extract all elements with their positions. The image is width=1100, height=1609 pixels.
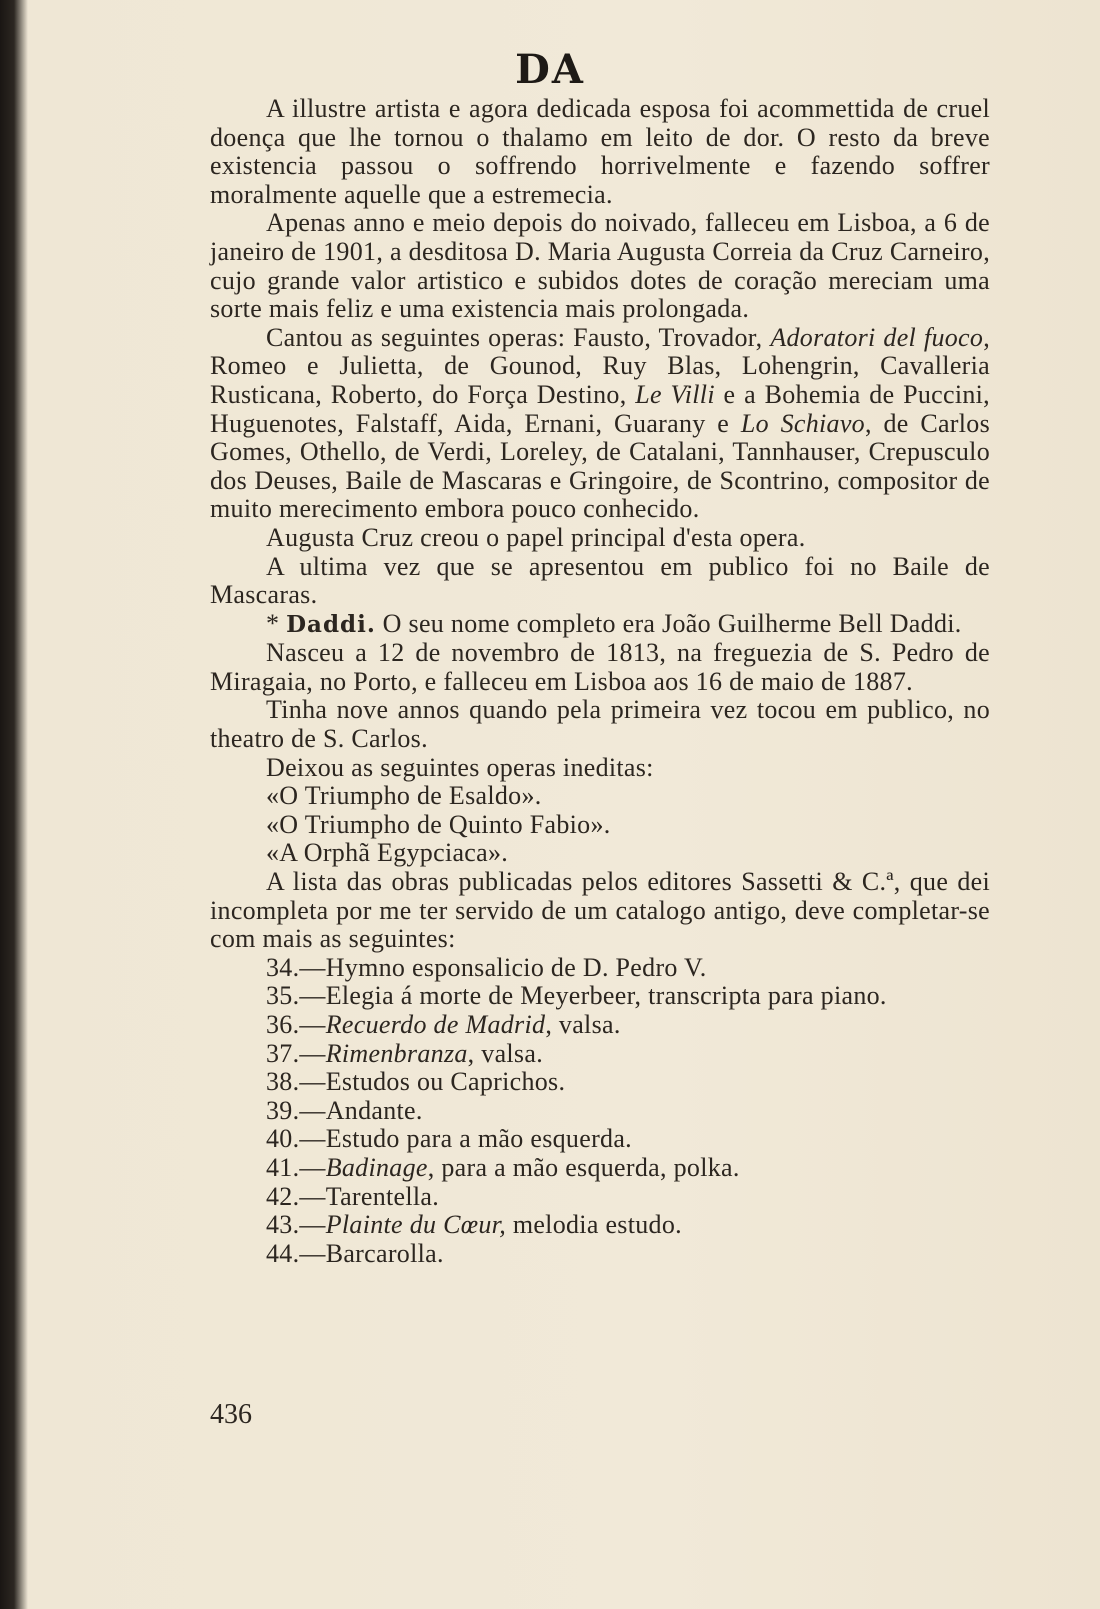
paragraph-created-role: Augusta Cruz creou o papel principal d'esta opera. <box>266 522 806 552</box>
works-list-item <box>210 1183 990 1212</box>
item-number: 34.— <box>266 952 326 982</box>
item-number: 41.— <box>266 1152 326 1182</box>
opera-title-item: «O Triumpho de Esaldo». <box>266 781 542 811</box>
works-list-item <box>210 1068 990 1097</box>
works-list-item <box>210 954 990 983</box>
opera-title-item: «A Orphã Egypciaca». <box>266 838 509 868</box>
item-description: , valsa. <box>467 1038 543 1068</box>
item-number: 36.— <box>266 1010 326 1039</box>
paragraph-works-list-intro: A lista das obras publicadas pelos editores Sassetti & C.ª, que dei incompleta por me ter servido de um catalogo antigo, deve completar-se com mais as seguintes: <box>210 867 990 954</box>
item-number: 44.— <box>266 1238 326 1268</box>
works-list-item <box>210 1211 990 1240</box>
item-title: Elegia á morte de Meyerbeer, transcripta para piano. <box>325 981 887 1011</box>
paragraph-birth: Nasceu a 12 de novembro de 1813, na freguezia de S. Pedro de Miragaia, no Porto, e falleceu em Lisboa aos 16 de maio de 1887. <box>210 638 990 696</box>
item-title: Estudo para a mão esquerda. <box>325 1124 632 1154</box>
item-title-italic: Plainte du Cœur, <box>325 1210 507 1240</box>
entry-marker: * <box>266 608 287 638</box>
item-title-italic: Rimenbranza <box>325 1038 468 1068</box>
text-span: , Romeo e Julietta, de Gounod, Ruy Blas, Lohengrin, Cavalleria Rusticana, Roberto, do Força Destino, <box>210 322 990 409</box>
text-span: Cantou as seguintes operas: Fausto, Trovador, <box>266 322 771 352</box>
works-list <box>210 954 990 1269</box>
italic-opera-title: Le Villi <box>635 379 715 409</box>
item-description: , para a mão esquerda, polka. <box>427 1152 740 1182</box>
works-list-item <box>210 1097 990 1126</box>
page-body <box>210 95 990 1268</box>
text-span: , de Carlos Gomes, Othello, de Verdi, Loreley, de Catalani, Tannhauser, Crepusculo dos Deuses, Baile de Mascaras e Gringoire, de Scontrino, compositor de muito merecimento embora pouco conhecido. <box>210 408 991 524</box>
item-description: melodia estudo. <box>506 1210 682 1240</box>
item-number: 38.— <box>266 1067 326 1097</box>
works-list-item <box>210 1154 990 1183</box>
item-description: , valsa. <box>545 1010 621 1039</box>
item-title: Andante. <box>325 1095 423 1125</box>
entry-headword: Daddi. <box>286 610 376 638</box>
item-number: 37.— <box>266 1038 326 1068</box>
works-list-item <box>210 1040 990 1069</box>
item-title-italic: Badinage <box>325 1152 428 1182</box>
paragraph-debut: Tinha nove annos quando pela primeira vez tocou em publico, no theatro de S. Carlos. <box>210 695 990 754</box>
item-number: 43.— <box>266 1210 326 1240</box>
item-number: 42.— <box>266 1181 326 1211</box>
paragraph-unpublished: Deixou as seguintes operas ineditas: <box>266 752 654 782</box>
opera-title-item: «O Triumpho de Quinto Fabio». <box>266 809 611 839</box>
entry-daddi <box>210 610 990 640</box>
paragraph-death: Apenas anno e meio depois do noivado, falleceu em Lisboa, a 6 de janeiro de 1901, a desditosa D. Maria Augusta Correia da Cruz Carneiro, cujo grande valor artistico e subidos dotes de coração mereciam uma sorte mais feliz e uma existencia mais prolongada. <box>210 208 990 324</box>
item-number: 40.— <box>266 1124 326 1154</box>
works-list-item <box>210 982 990 1011</box>
item-title: Tarentella. <box>325 1181 440 1211</box>
text-span: e a Bohemia de Puccini, Huguenotes, Falstaff, Aida, Ernani, Guarany e <box>210 379 990 438</box>
paragraph-last-performance: A ultima vez que se apresentou em publico foi no Baile de Mascaras. <box>210 551 990 610</box>
item-title-italic: Recuerdo de Madrid <box>325 1010 546 1039</box>
running-header: DA <box>515 46 585 93</box>
paragraph-operas <box>210 324 990 524</box>
paragraph-illness: A illustre artista e agora dedicada esposa foi acommettida de cruel doença que lhe tornou o thalamo em leito de dor. O resto da breve existencia passou o soffrendo horrivelmente e fazendo soffrer moralmente aquelle que a estremecia. <box>210 94 990 209</box>
works-list-item <box>210 1011 990 1040</box>
page-number: 436 <box>210 1399 252 1430</box>
text-span: O seu nome completo era João Guilherme Bell Daddi. <box>375 608 962 638</box>
item-number: 39.— <box>266 1095 326 1125</box>
item-title: Estudos ou Caprichos. <box>325 1067 566 1097</box>
works-list-item <box>210 1125 990 1154</box>
italic-opera-title: Adoratori del fuoco <box>770 322 984 352</box>
italic-opera-title: Lo Schiavo <box>740 408 865 438</box>
item-title: Hymno esponsalicio de D. Pedro V. <box>325 952 707 982</box>
item-title: Barcarolla. <box>325 1238 444 1268</box>
item-number: 35.— <box>266 981 326 1011</box>
works-list-item <box>210 1240 990 1269</box>
